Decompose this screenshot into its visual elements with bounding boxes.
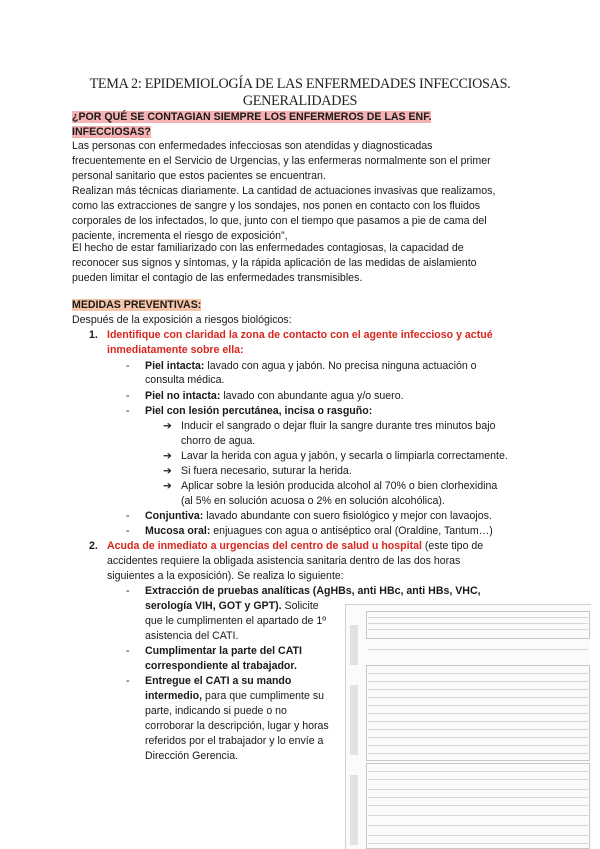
entregue-line5: referidos por el trabajador y lo envíe a (145, 735, 324, 747)
section2-intro: Después de la exposición a riesgos biológicos: (72, 314, 292, 326)
mucosa-oral-text: enjuagues con agua o antiséptico oral (Oraldine, Tantum…) (210, 525, 493, 537)
item2-number: 2. (89, 540, 98, 552)
title-line-2: GENERALIDADES (242, 93, 358, 109)
s1-p2-l3: corporales de los infectados, lo que, junto con el tiempo que pasamos a pie de cama del (72, 215, 487, 227)
item2-red-text: Acuda de inmediato a urgencias del centro de salud u hospital (107, 540, 422, 552)
form-line (368, 721, 588, 722)
s1-p2-l4: paciente, incrementa el riesgo de exposición”, (72, 230, 288, 242)
form-line (368, 789, 588, 790)
arrow-icon: ➔ (163, 465, 172, 477)
entregue-bold2: intermedio, (145, 690, 203, 702)
s1-p2-l2: como las extracciones de sangre y los sondajes, nos ponen en contacto con los fluidos (72, 200, 481, 212)
form-line (368, 805, 588, 806)
form-line (368, 697, 588, 698)
extraccion-line4: asistencia del CATI. (145, 630, 239, 642)
form-line (368, 649, 588, 650)
item1-line2: inmediatamente sobre ella: (107, 344, 244, 356)
form-side-label (350, 625, 358, 665)
extraccion-line2 (145, 599, 319, 614)
section1-heading-line1: ¿POR QUÉ SE CONTAGIAN SIEMPRE LOS ENFERMEROS DE LAS ENF. (72, 111, 432, 123)
section1-heading-line2: INFECCIOSAS? (72, 126, 151, 138)
bullet-dash: - (126, 405, 130, 417)
piel-lesion-label: Piel con lesión percutánea, incisa o rasguño: (145, 405, 373, 417)
s1-p1-l2: frecuentemente en el Servicio de Urgencias, y las enfermeras normalmente son el primer (72, 155, 491, 167)
piel-intacta-cont: consulta médica. (145, 374, 225, 386)
form-line (368, 617, 588, 618)
piel-intacta-text: lavado con agua y jabón. No precisa ninguna actuación o (204, 360, 477, 372)
arrow-item-1-l2: chorro de agua. (181, 435, 256, 447)
section2-heading (72, 298, 201, 313)
arrow-item-4-l2: (al 5% en solución acuosa o 2% en solución alcohólica). (181, 495, 445, 507)
form-side-label (350, 685, 358, 755)
bullet-conjuntiva (145, 509, 492, 524)
bullet-dash: - (126, 675, 130, 687)
form-line (368, 745, 588, 746)
arrow-item-2: Lavar la herida con agua y jabón, y secarla o limpiarla correctamente. (181, 450, 508, 462)
bullet-piel-intacta (145, 359, 477, 374)
item2-line2: accidentes requiere la obligada asistencia sanitaria dentro de las dos horas (107, 555, 461, 567)
piel-no-intacta-label: Piel no intacta: (145, 390, 221, 402)
item2-text: (este tipo de (421, 540, 484, 552)
form-line (368, 681, 588, 682)
form-line (368, 753, 588, 754)
form-line (368, 729, 588, 730)
form-assistance-box (366, 763, 590, 849)
bullet-dash: - (126, 360, 130, 372)
extraccion-line3: que le cumplimenten el apartado de 1º (145, 615, 327, 627)
form-line (368, 779, 588, 780)
form-line (368, 713, 588, 714)
entregue-line1: Entregue el CATI a su mando (145, 675, 292, 687)
form-line (368, 623, 588, 624)
form-line (368, 835, 588, 836)
s1-p2-l1: Realizan más técnicas diariamente. La cantidad de actuaciones invasivas que realizamos, (72, 185, 496, 197)
item2-line3: siguientes a la exposición). Se realiza lo siguiente: (107, 570, 344, 582)
piel-no-intacta-text: lavado con abundante agua y/o suero. (220, 390, 404, 402)
item2-line1 (107, 539, 483, 554)
extraccion-line1: Extracción de pruebas analíticas (AgHBs, anti HBc, anti HBs, VHC, (145, 585, 481, 597)
s1-p3-l1: El hecho de estar familiarizado con las enfermedades contagiosas, la capacidad de (72, 242, 464, 254)
bullet-piel-no-intacta (145, 389, 404, 404)
entregue-line6: Dirección Gerencia. (145, 750, 239, 762)
s1-p3-l2: reconocer sus signos y síntomas, y la rápida aplicación de las medidas de aislamiento (72, 257, 477, 269)
form-header-box (366, 611, 590, 639)
form-line (368, 673, 588, 674)
arrow-icon: ➔ (163, 420, 172, 432)
entregue-text2: para que cumplimente su (202, 690, 325, 702)
form-line (368, 843, 588, 844)
bullet-dash: - (126, 510, 130, 522)
bullet-dash: - (126, 645, 130, 657)
arrow-item-4-l1: Aplicar sobre la lesión producida alcohol al 70% o bien clorhexidina (181, 480, 498, 492)
section1-heading-2 (72, 125, 151, 140)
piel-intacta-label: Piel intacta: (145, 360, 205, 372)
section2-heading-text: MEDIDAS PREVENTIVAS: (72, 299, 202, 311)
form-line (368, 825, 588, 826)
form-line (368, 797, 588, 798)
title-line-1: TEMA 2: EPIDEMIOLOGÍA DE LAS ENFERMEDADES INFECCIOSAS. (89, 76, 511, 92)
form-line (368, 815, 588, 816)
bullet-dash: - (126, 390, 130, 402)
extraccion-bold2: serología VIH, GOT y GPT). (145, 600, 282, 612)
bullet-dash: - (126, 585, 130, 597)
entregue-line2 (145, 689, 324, 704)
bullet-dash: - (126, 525, 130, 537)
entregue-line3: parte, indicando si puede o no (145, 705, 287, 717)
arrow-item-1-l1: Inducir el sangrado o dejar fluir la sangre durante tres minutos bajo (181, 420, 496, 432)
extraccion-text2: Solicite (281, 600, 319, 612)
conjuntiva-text: lavado abundante con suero fisiológico y mejor con lavaojos. (203, 510, 492, 522)
arrow-item-3: Si fuera necesario, suturar la herida. (181, 465, 352, 477)
form-line (368, 629, 588, 630)
form-line (368, 771, 588, 772)
form-line (368, 737, 588, 738)
s1-p1-l3: personal sanitario que estos pacientes se encuentran. (72, 170, 326, 182)
conjuntiva-label: Conjuntiva: (145, 510, 204, 522)
entregue-line4: corroborar la descripción, lugar y horas (145, 720, 329, 732)
mucosa-oral-label: Mucosa oral: (145, 525, 211, 537)
s1-p1-l1: Las personas con enfermedades infecciosas son atendidas y diagnosticadas (72, 140, 433, 152)
form-line (368, 705, 588, 706)
item1-line1: Identifique con claridad la zona de contacto con el agente infeccioso y actué (107, 329, 493, 341)
cumplimentar-line1: Cumplimentar la parte del CATI (145, 645, 302, 657)
item1-number: 1. (89, 329, 98, 341)
cati-form-image (345, 604, 591, 849)
form-side-label (350, 775, 358, 845)
s1-p3-l3: pueden limitar el contagio de las enfermedades transmisibles. (72, 272, 363, 284)
bullet-mucosa-oral (145, 524, 493, 539)
cumplimentar-line2: correspondiente al trabajador. (145, 660, 297, 672)
arrow-icon: ➔ (163, 480, 172, 492)
arrow-icon: ➔ (163, 450, 172, 462)
section1-heading (72, 110, 431, 125)
form-line (368, 689, 588, 690)
